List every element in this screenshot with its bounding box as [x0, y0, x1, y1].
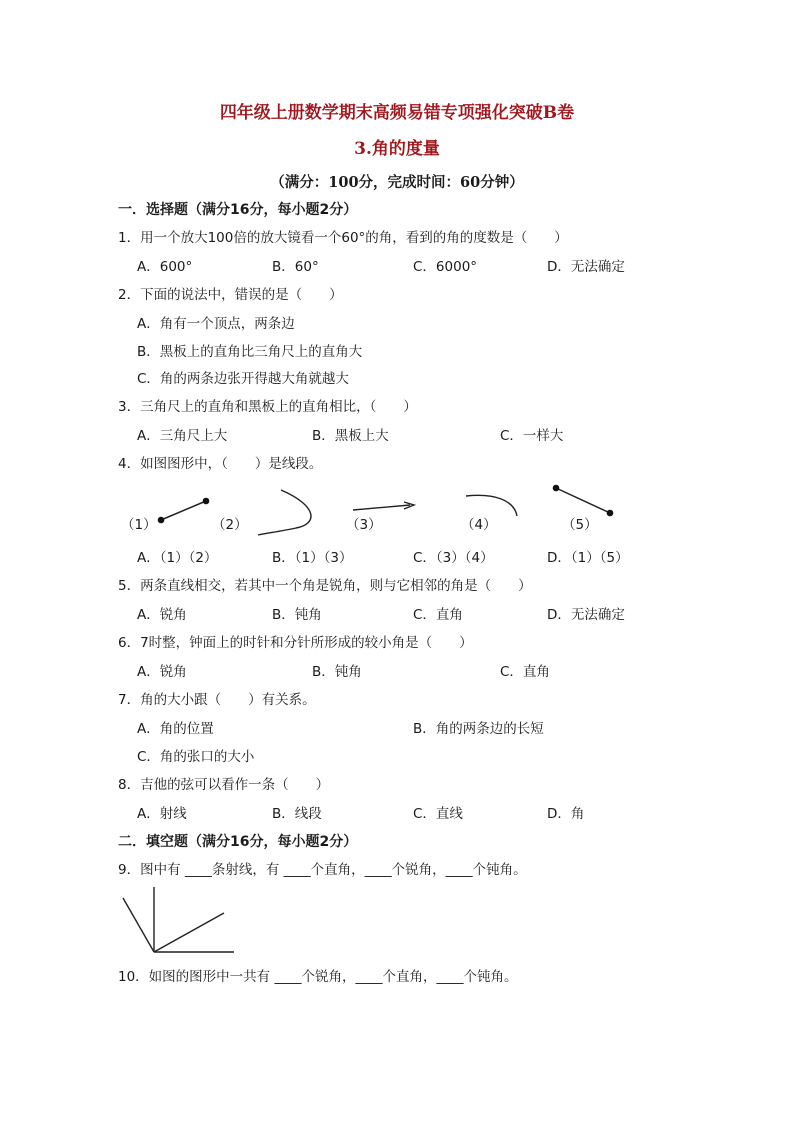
question-4-option-a[interactable]: A．（1）（2） [137, 550, 218, 566]
question-6-option-c[interactable]: C．直角 [500, 664, 550, 680]
question-8-option-a[interactable]: A．射线 [137, 806, 187, 822]
question-5-option-c[interactable]: C．直角 [413, 607, 463, 623]
question-4-option-d[interactable]: D．（1）（5） [547, 550, 629, 566]
question-3-option-b[interactable]: B．黑板上大 [312, 428, 389, 444]
question-2-option-c[interactable]: C．角的两条边张开得越大角就越大 [137, 371, 349, 387]
figure-label-4: （4） [461, 517, 497, 533]
question-7-option-a[interactable]: A．角的位置 [137, 721, 214, 737]
figure-4-arc [466, 495, 517, 516]
question-1-option-b[interactable]: B．60° [272, 259, 319, 275]
page-subtitle: 3.角的度量 [354, 139, 440, 159]
question-1-stem: 1．用一个放大100倍的放大镜看一个60°的角，看到的角的度数是（ ） [118, 230, 568, 246]
exam-info: （满分：100分，完成时间：60分钟） [270, 174, 524, 191]
question-8-option-b[interactable]: B．线段 [272, 806, 322, 822]
question-6-option-a[interactable]: A．锐角 [137, 664, 187, 680]
question-1-option-a[interactable]: A．600° [137, 259, 193, 275]
figure-label-5: （5） [562, 517, 598, 533]
question-4-option-c[interactable]: C．（3）（4） [413, 550, 494, 566]
question-3-option-c[interactable]: C．一样大 [500, 428, 564, 444]
question-6-option-b[interactable]: B．钝角 [312, 664, 362, 680]
question-5-stem: 5．两条直线相交，若其中一个角是锐角，则与它相邻的角是（ ） [118, 578, 532, 594]
figure-3-ray [353, 502, 414, 510]
question-5-option-b[interactable]: B．钝角 [272, 607, 322, 623]
question-10-stem: 10．如图的图形中一共有 ____个锐角，____个直角，____个钝角。 [118, 969, 518, 985]
question-7-option-c[interactable]: C．角的张口的大小 [137, 749, 255, 765]
figure-1-segment [158, 498, 210, 524]
question-2-option-a[interactable]: A．角有一个顶点，两条边 [137, 316, 295, 332]
section-title-fill: 二．填空题（满分16分，每小题2分） [118, 834, 358, 850]
figure-label-3: （3） [346, 517, 382, 533]
section-title-choice: 一．选择题（满分16分，每小题2分） [118, 202, 358, 218]
question-4-stem: 4．如图图形中，（ ）是线段。 [118, 456, 323, 472]
question-3-stem: 3．三角尺上的直角和黑板上的直角相比，（ ） [118, 399, 417, 415]
figure-5-segment [553, 485, 614, 517]
figure-label-2: （2） [212, 517, 248, 533]
question-7-stem: 7．角的大小跟（ ）有关系。 [118, 692, 316, 708]
question-5-option-d[interactable]: D．无法确定 [547, 607, 625, 623]
question-1-option-c[interactable]: C．6000° [413, 259, 478, 275]
question-8-stem: 8．吉他的弦可以看作一条（ ） [118, 777, 330, 793]
question-2-stem: 2．下面的说法中，错误的是（ ） [118, 287, 343, 303]
page-title: 四年级上册数学期末高频易错专项强化突破B卷 [219, 103, 575, 123]
question-8-option-c[interactable]: C．直线 [413, 806, 463, 822]
question-7-option-b[interactable]: B．角的两条边的长短 [413, 721, 544, 737]
figure-label-1: （1） [121, 517, 157, 533]
question-6-stem: 6．7时整，钟面上的时针和分针所形成的较小角是（ ） [118, 635, 473, 651]
question-4-option-b[interactable]: B．（1）（3） [272, 550, 353, 566]
question-3-option-a[interactable]: A．三角尺上大 [137, 428, 228, 444]
figure-2-curve [258, 490, 311, 535]
question-5-option-a[interactable]: A．锐角 [137, 607, 187, 623]
question-8-option-d[interactable]: D．角 [547, 806, 585, 822]
question-9-stem: 9．图中有 ____条射线，有 ____个直角，____个锐角，____个钝角。 [118, 862, 527, 878]
question-2-option-b[interactable]: B．黑板上的直角比三角尺上的直角大 [137, 344, 363, 360]
question-1-option-d[interactable]: D．无法确定 [547, 259, 625, 275]
